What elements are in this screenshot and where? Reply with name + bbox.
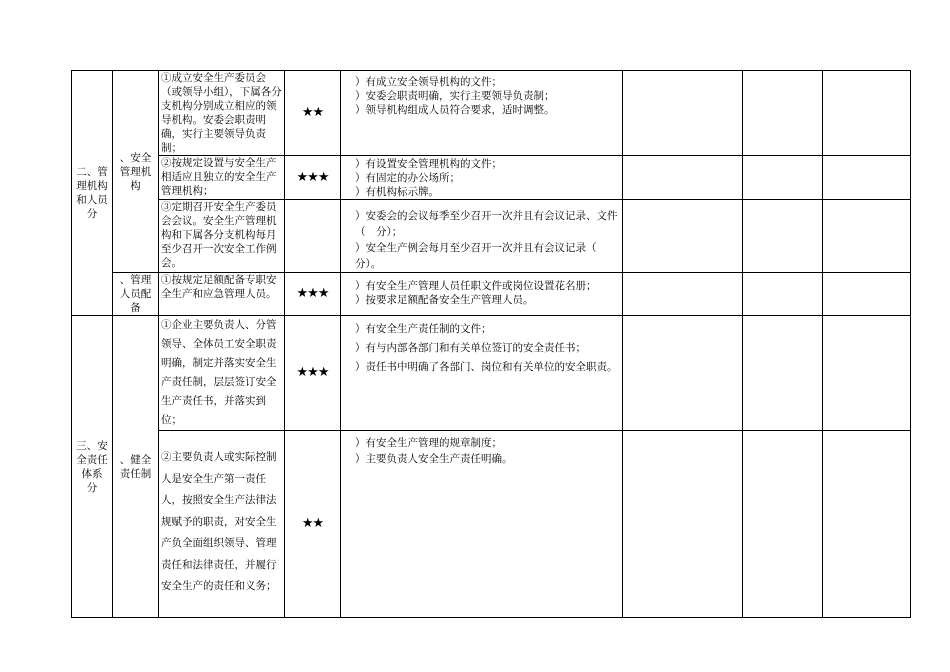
subsection-cell: 、安全管理机构 [113,71,159,273]
empty-cell [743,431,823,618]
table-row [72,273,911,316]
evidence-line: ）有成立安全领导机构的文件； [355,76,502,88]
category-cell: 三、安全责任体系 分 [72,316,113,618]
star-rating: ★★ [285,71,341,156]
empty-cell [623,71,743,156]
evidence-cell [341,200,623,273]
requirement-cell: ①成立安全生产委员会（或领导小组），下属各分支机构分别成立相应的领导机构。安委会职责明确，实行主要领导负责制； [159,71,285,156]
evidence-line: ）责任书中明确了各部门、岗位和有关单位的安全职责。 [355,361,618,373]
empty-cell [743,71,823,156]
table-row [72,71,911,156]
empty-cell [743,200,823,273]
evidence-line: ）有安全生产责任制的文件； [355,323,492,335]
requirement-cell: ①企业主要负责人、分管领导、全体员工安全职责明确，制定并落实安全生产责任制，层层签订安全生产责任书，并落实到位； [159,316,285,431]
empty-cell [623,156,743,200]
empty-cell [743,273,823,316]
star-rating: ★★ [285,431,341,618]
star-rating: ★★★ [285,273,341,316]
table-row [72,316,911,431]
evidence-cell [341,273,623,316]
empty-cell [823,156,911,200]
empty-cell [823,71,911,156]
star-rating: ★★★ [285,316,341,431]
empty-cell [823,200,911,273]
empty-cell [623,273,743,316]
evidence-line: ）有设置安全管理机构的文件； [355,158,502,170]
requirement-cell: ③定期召开安全生产委员会会议。安全生产管理机构和下属各分支机构每月至少召开一次安全工作例会。 [159,200,285,273]
assessment-table [71,70,911,618]
evidence-cell [341,431,623,618]
subsection-cell: 、健全责任制 [113,316,159,618]
empty-cell [823,316,911,431]
table-row [72,200,911,273]
evidence-line: ）有安全生产管理人员任职文件或岗位设置花名册； [355,280,597,292]
table-row [72,156,911,200]
empty-cell [823,273,911,316]
star-rating: ★★★ [285,156,341,200]
empty-cell [743,156,823,200]
empty-cell [623,316,743,431]
star-rating [285,200,341,273]
subsection-cell: 、管理人员配备 [113,273,159,316]
empty-cell [823,431,911,618]
evidence-cell [341,316,623,431]
empty-cell [623,431,743,618]
evidence-cell [341,71,623,156]
evidence-line: ）安委会职责明确，实行主要领导负责制； [355,90,555,102]
requirement-cell: ②主要负责人或实际控制人是安全生产第一责任人，按照安全生产法律法规赋予的职责，对安全生产负全面组织领导、管理责任和法律责任，并履行安全生产的责任和义务； [159,431,285,618]
evidence-cell [341,156,623,200]
category-cell: 二、管理机构和人员 分 [72,71,113,316]
evidence-line: ）安委会的会议每季至少召开一次并且有会议记录、文件（ 分）； [355,210,618,238]
requirement-cell: ①按规定足额配备专职安全生产和应急管理人员。 [159,273,285,316]
empty-cell [743,316,823,431]
evidence-line: ）领导机构组成人员符合要求，适时调整。 [355,104,555,116]
evidence-line: ）有与内部各部门和有关单位签订的安全责任书； [355,342,586,354]
evidence-line: ）安全生产例会每月至少召开一次并且有会议记录（ 分）。 [355,242,607,270]
evidence-line: ）主要负责人安全生产责任明确。 [355,453,513,465]
evidence-line: ）有机构标示牌。 [355,186,439,198]
evidence-line: ）有固定的办公场所； [355,172,460,184]
evidence-line: ）有安全生产管理的规章制度； [355,437,502,449]
evidence-line: ）按要求足额配备安全生产管理人员。 [355,294,534,306]
table-row [72,431,911,618]
empty-cell [623,200,743,273]
requirement-cell: ②按规定设置与安全生产相适应且独立的安全生产管理机构； [159,156,285,200]
